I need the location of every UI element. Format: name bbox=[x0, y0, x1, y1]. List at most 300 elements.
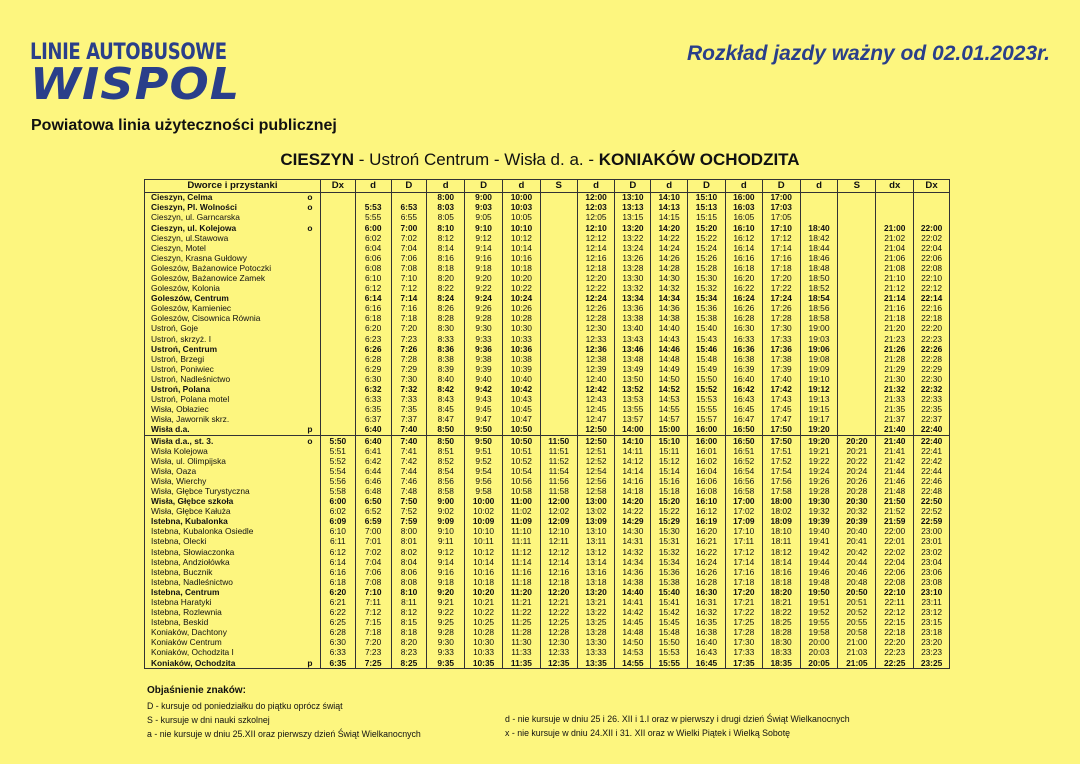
column-header: d bbox=[651, 180, 688, 193]
departure-time bbox=[914, 213, 950, 223]
departure-time: 16:00 bbox=[725, 193, 762, 204]
departure-time: 15:40 bbox=[688, 324, 726, 334]
stop-marker bbox=[300, 487, 320, 497]
departure-time: 22:25 bbox=[876, 658, 914, 669]
departure-time: 9:12 bbox=[465, 233, 503, 243]
departure-time: 12:18 bbox=[577, 264, 615, 274]
departure-time: 6:48 bbox=[355, 487, 391, 497]
departure-time: 6:42 bbox=[355, 456, 391, 466]
departure-time: 10:36 bbox=[502, 344, 540, 354]
departure-time: 17:28 bbox=[762, 314, 800, 324]
departure-time: 19:20 bbox=[800, 425, 838, 436]
stop-name: Wisła Kolejowa bbox=[145, 446, 300, 456]
departure-time: 11:30 bbox=[502, 638, 540, 648]
departure-time: 17:14 bbox=[762, 243, 800, 253]
departure-time: 17:30 bbox=[725, 638, 762, 648]
departure-time: 22:44 bbox=[914, 467, 950, 477]
departure-time: 14:18 bbox=[615, 487, 651, 497]
departure-time: 6:52 bbox=[355, 507, 391, 517]
departure-time: 18:09 bbox=[762, 517, 800, 527]
departure-time: 7:41 bbox=[391, 446, 427, 456]
departure-time bbox=[320, 375, 355, 385]
departure-time: 10:25 bbox=[465, 618, 503, 628]
departure-time: 14:45 bbox=[615, 618, 651, 628]
departure-time: 8:56 bbox=[427, 477, 465, 487]
departure-time: 9:51 bbox=[465, 446, 503, 456]
departure-time bbox=[838, 304, 876, 314]
departure-time: 9:10 bbox=[427, 527, 465, 537]
stop-name: Wisła d.a. bbox=[145, 425, 300, 436]
departure-time: 9:18 bbox=[427, 578, 465, 588]
departure-time: 9:45 bbox=[465, 405, 503, 415]
departure-time bbox=[320, 254, 355, 264]
departure-time: 16:31 bbox=[688, 598, 726, 608]
departure-time: 15:12 bbox=[651, 456, 688, 466]
departure-time: 13:40 bbox=[615, 324, 651, 334]
column-header: S bbox=[540, 180, 577, 193]
departure-time: 16:04 bbox=[688, 467, 726, 477]
departure-time: 16:51 bbox=[725, 446, 762, 456]
departure-time bbox=[838, 365, 876, 375]
departure-time: 17:38 bbox=[762, 355, 800, 365]
departure-time: 15:00 bbox=[651, 425, 688, 436]
departure-time: 15:24 bbox=[688, 243, 726, 253]
departure-time: 13:10 bbox=[615, 193, 651, 204]
departure-time: 13:53 bbox=[615, 395, 651, 405]
departure-time bbox=[320, 213, 355, 223]
departure-time: 14:32 bbox=[615, 547, 651, 557]
departure-time: 17:52 bbox=[762, 456, 800, 466]
stop-name: Ustroń, Centrum bbox=[145, 344, 300, 354]
departure-time: 20:41 bbox=[838, 537, 876, 547]
departure-time: 10:51 bbox=[502, 446, 540, 456]
departure-time bbox=[320, 425, 355, 436]
stop-marker bbox=[300, 365, 320, 375]
departure-time: 10:10 bbox=[465, 527, 503, 537]
departure-time: 11:14 bbox=[502, 557, 540, 567]
departure-time: 8:23 bbox=[391, 648, 427, 658]
departure-time: 14:46 bbox=[651, 344, 688, 354]
departure-time: 17:14 bbox=[725, 557, 762, 567]
departure-time: 21:42 bbox=[876, 456, 914, 466]
departure-time bbox=[876, 193, 914, 204]
departure-time: 17:58 bbox=[762, 487, 800, 497]
departure-time: 10:14 bbox=[465, 557, 503, 567]
stop-marker bbox=[300, 375, 320, 385]
stop-marker: o bbox=[300, 193, 320, 204]
departure-time: 15:36 bbox=[688, 304, 726, 314]
departure-time: 6:35 bbox=[355, 405, 391, 415]
departure-time: 12:02 bbox=[540, 507, 577, 517]
legend-x: x - nie kursuje w dniu 24.XII i 31. XII oraz w Wielki Piątek i Wielką Sobotę bbox=[505, 728, 791, 738]
departure-time: 20:22 bbox=[838, 456, 876, 466]
departure-time: 13:22 bbox=[615, 233, 651, 243]
stop-marker bbox=[300, 456, 320, 466]
departure-time: 8:43 bbox=[427, 395, 465, 405]
stop-name: Istebna, Rozlewnia bbox=[145, 608, 300, 618]
stop-marker bbox=[300, 243, 320, 253]
departure-time: 12:33 bbox=[540, 648, 577, 658]
departure-time bbox=[540, 254, 577, 264]
departure-time: 7:04 bbox=[391, 243, 427, 253]
departure-time: 6:32 bbox=[355, 385, 391, 395]
departure-time: 5:51 bbox=[320, 446, 355, 456]
departure-time bbox=[838, 294, 876, 304]
departure-time: 7:29 bbox=[391, 365, 427, 375]
stop-marker bbox=[300, 324, 320, 334]
departure-time: 14:11 bbox=[615, 446, 651, 456]
departure-time: 12:39 bbox=[577, 365, 615, 375]
departure-time: 8:03 bbox=[427, 203, 465, 213]
departure-time: 14:32 bbox=[651, 284, 688, 294]
departure-time: 8:18 bbox=[427, 264, 465, 274]
departure-time: 16:12 bbox=[688, 507, 726, 517]
departure-time bbox=[540, 284, 577, 294]
departure-time: 15:55 bbox=[651, 658, 688, 669]
departure-time: 12:20 bbox=[577, 274, 615, 284]
validity-date: Rozkład jazdy ważny od 02.01.2023r. bbox=[687, 42, 1050, 65]
departure-time: 22:02 bbox=[876, 547, 914, 557]
departure-time bbox=[320, 365, 355, 375]
departure-time: 15:41 bbox=[651, 598, 688, 608]
stop-marker bbox=[300, 284, 320, 294]
departure-time: 22:18 bbox=[914, 314, 950, 324]
stop-name: Koniaków, Ochodzita bbox=[145, 658, 300, 669]
departure-time: 15:30 bbox=[688, 274, 726, 284]
departure-time: 17:25 bbox=[725, 618, 762, 628]
departure-time: 12:54 bbox=[577, 467, 615, 477]
departure-time: 15:28 bbox=[688, 264, 726, 274]
departure-time: 17:56 bbox=[762, 477, 800, 487]
departure-time: 15:49 bbox=[688, 365, 726, 375]
departure-time: 7:06 bbox=[391, 254, 427, 264]
stop-marker bbox=[300, 557, 320, 567]
departure-time: 8:42 bbox=[427, 385, 465, 395]
departure-time: 8:05 bbox=[427, 213, 465, 223]
departure-time: 20:55 bbox=[838, 618, 876, 628]
departure-time: 12:16 bbox=[540, 567, 577, 577]
stop-name: Wisła, Głębce Turystyczna bbox=[145, 487, 300, 497]
departure-time: 8:54 bbox=[427, 467, 465, 477]
stop-name: Goleszów, Centrum bbox=[145, 294, 300, 304]
departure-time: 14:40 bbox=[651, 324, 688, 334]
departure-time: 21:35 bbox=[876, 405, 914, 415]
departure-time bbox=[320, 334, 355, 344]
departure-time: 17:00 bbox=[725, 497, 762, 507]
table-row bbox=[145, 436, 950, 447]
column-header: d bbox=[502, 180, 540, 193]
departure-time: 9:54 bbox=[465, 467, 503, 477]
departure-time: 13:12 bbox=[577, 547, 615, 557]
departure-time bbox=[320, 405, 355, 415]
legend-d: d - nie kursuje w dniu 25 i 26. XII i 1.I oraz w pierwszy i drugi dzień Świąt Wielkanocnych bbox=[505, 714, 850, 724]
departure-time: 13:52 bbox=[615, 385, 651, 395]
stop-name: Koniaków, Dachtony bbox=[145, 628, 300, 638]
departure-time: 22:50 bbox=[914, 497, 950, 507]
departure-time: 6:50 bbox=[355, 497, 391, 507]
table-row bbox=[145, 385, 950, 395]
departure-time: 7:02 bbox=[355, 547, 391, 557]
departure-time: 18:48 bbox=[800, 264, 838, 274]
departure-time: 10:24 bbox=[502, 294, 540, 304]
departure-time: 16:52 bbox=[725, 456, 762, 466]
departure-time: 15:20 bbox=[651, 497, 688, 507]
departure-time: 19:08 bbox=[800, 355, 838, 365]
departure-time: 16:00 bbox=[688, 425, 726, 436]
departure-time: 7:33 bbox=[391, 395, 427, 405]
departure-time: 9:14 bbox=[465, 243, 503, 253]
departure-time: 7:15 bbox=[355, 618, 391, 628]
departure-time: 17:02 bbox=[725, 507, 762, 517]
departure-time bbox=[320, 264, 355, 274]
column-header: d bbox=[355, 180, 391, 193]
departure-time: 16:54 bbox=[725, 467, 762, 477]
departure-time: 9:28 bbox=[427, 628, 465, 638]
departure-time: 19:10 bbox=[800, 375, 838, 385]
departure-time: 6:21 bbox=[320, 598, 355, 608]
table-row bbox=[145, 425, 950, 436]
departure-time bbox=[838, 405, 876, 415]
departure-time: 19:03 bbox=[800, 334, 838, 344]
stop-name: Cieszyn, ul. Kolejowa bbox=[145, 223, 300, 233]
departure-time: 8:50 bbox=[427, 425, 465, 436]
stop-marker bbox=[300, 628, 320, 638]
column-header: Dx bbox=[320, 180, 355, 193]
departure-time: 23:08 bbox=[914, 578, 950, 588]
departure-time: 6:55 bbox=[391, 213, 427, 223]
departure-time: 19:52 bbox=[800, 608, 838, 618]
departure-time: 6:02 bbox=[355, 233, 391, 243]
departure-time: 15:32 bbox=[651, 547, 688, 557]
departure-time: 7:40 bbox=[391, 425, 427, 436]
departure-time: 12:42 bbox=[577, 385, 615, 395]
departure-time: 8:25 bbox=[391, 658, 427, 669]
departure-time: 9:30 bbox=[427, 638, 465, 648]
departure-time: 20:58 bbox=[838, 628, 876, 638]
stop-marker bbox=[300, 314, 320, 324]
departure-time: 7:42 bbox=[391, 456, 427, 466]
departure-time: 16:32 bbox=[688, 608, 726, 618]
departure-time: 22:32 bbox=[914, 385, 950, 395]
stop-marker bbox=[300, 578, 320, 588]
departure-time: 10:58 bbox=[502, 487, 540, 497]
departure-time: 5:55 bbox=[355, 213, 391, 223]
departure-time: 14:50 bbox=[651, 375, 688, 385]
departure-time: 18:50 bbox=[800, 274, 838, 284]
departure-time: 14:57 bbox=[651, 415, 688, 425]
departure-time: 10:20 bbox=[465, 588, 503, 598]
departure-time: 19:24 bbox=[800, 467, 838, 477]
table-row bbox=[145, 547, 950, 557]
departure-time: 8:06 bbox=[391, 567, 427, 577]
departure-time: 16:50 bbox=[725, 436, 762, 447]
legend-a: a - nie kursuje w dniu 25.XII oraz pierwszy dzień Świąt Wielkanocnych bbox=[147, 729, 421, 739]
departure-time bbox=[838, 324, 876, 334]
stop-name: Cieszyn, ul. Garncarska bbox=[145, 213, 300, 223]
departure-time: 12:47 bbox=[577, 415, 615, 425]
departure-time: 20:39 bbox=[838, 517, 876, 527]
wispol-logo bbox=[30, 40, 270, 110]
departure-time bbox=[876, 213, 914, 223]
legend bbox=[147, 684, 421, 741]
departure-time: 22:41 bbox=[914, 446, 950, 456]
departure-time: 17:47 bbox=[762, 415, 800, 425]
departure-time: 21:08 bbox=[876, 264, 914, 274]
departure-time: 10:43 bbox=[502, 395, 540, 405]
departure-time bbox=[800, 203, 838, 213]
table-row bbox=[145, 456, 950, 466]
departure-time: 13:26 bbox=[615, 254, 651, 264]
departure-time: 15:10 bbox=[688, 193, 726, 204]
departure-time bbox=[320, 385, 355, 395]
departure-time: 9:05 bbox=[465, 213, 503, 223]
departure-time: 21:37 bbox=[876, 415, 914, 425]
departure-time: 14:48 bbox=[651, 355, 688, 365]
departure-time: 11:09 bbox=[502, 517, 540, 527]
departure-time: 9:50 bbox=[465, 436, 503, 447]
departure-time: 9:36 bbox=[465, 344, 503, 354]
departure-time bbox=[838, 264, 876, 274]
departure-time bbox=[838, 274, 876, 284]
departure-time: 21:30 bbox=[876, 375, 914, 385]
table-row bbox=[145, 284, 950, 294]
departure-time: 9:09 bbox=[427, 517, 465, 527]
departure-time: 22:10 bbox=[914, 274, 950, 284]
departure-time: 15:36 bbox=[651, 567, 688, 577]
departure-time: 19:51 bbox=[800, 598, 838, 608]
departure-time: 15:50 bbox=[688, 375, 726, 385]
departure-time: 21:14 bbox=[876, 294, 914, 304]
departure-time: 17:00 bbox=[762, 193, 800, 204]
timetable bbox=[144, 179, 950, 669]
departure-time: 23:01 bbox=[914, 537, 950, 547]
departure-time bbox=[838, 213, 876, 223]
departure-time: 11:28 bbox=[502, 628, 540, 638]
departure-time: 17:50 bbox=[762, 436, 800, 447]
departure-time: 13:21 bbox=[577, 598, 615, 608]
departure-time: 22:10 bbox=[876, 588, 914, 598]
departure-time: 9:38 bbox=[465, 355, 503, 365]
departure-time: 15:55 bbox=[688, 405, 726, 415]
stop-marker: p bbox=[300, 658, 320, 669]
departure-time: 10:33 bbox=[465, 648, 503, 658]
departure-time: 6:35 bbox=[320, 658, 355, 669]
departure-time: 21:40 bbox=[876, 425, 914, 436]
departure-time: 18:58 bbox=[800, 314, 838, 324]
departure-time: 7:23 bbox=[391, 334, 427, 344]
departure-time: 18:22 bbox=[762, 608, 800, 618]
departure-time: 21:52 bbox=[876, 507, 914, 517]
departure-time: 14:36 bbox=[615, 567, 651, 577]
departure-time: 6:20 bbox=[355, 324, 391, 334]
departure-time: 14:12 bbox=[615, 456, 651, 466]
departure-time: 21:48 bbox=[876, 487, 914, 497]
departure-time: 9:16 bbox=[427, 567, 465, 577]
departure-time: 19:48 bbox=[800, 578, 838, 588]
departure-time: 21:41 bbox=[876, 446, 914, 456]
departure-time: 22:40 bbox=[914, 425, 950, 436]
departure-time bbox=[838, 344, 876, 354]
table-row bbox=[145, 365, 950, 375]
departure-time bbox=[540, 324, 577, 334]
departure-time: 16:21 bbox=[688, 537, 726, 547]
departure-time: 17:09 bbox=[725, 517, 762, 527]
departure-time: 11:02 bbox=[502, 507, 540, 517]
departure-time: 16:20 bbox=[688, 527, 726, 537]
departure-time: 22:20 bbox=[914, 324, 950, 334]
table-row bbox=[145, 467, 950, 477]
departure-time: 8:20 bbox=[391, 638, 427, 648]
departure-time bbox=[540, 415, 577, 425]
departure-time: 8:01 bbox=[391, 537, 427, 547]
departure-time: 12:26 bbox=[577, 304, 615, 314]
departure-time: 13:38 bbox=[615, 314, 651, 324]
stop-name: Istebna, Kubalonka Osiedle bbox=[145, 527, 300, 537]
departure-time: 9:00 bbox=[427, 497, 465, 507]
departure-time: 22:01 bbox=[876, 537, 914, 547]
departure-time: 15:32 bbox=[688, 284, 726, 294]
departure-time: 16:58 bbox=[725, 487, 762, 497]
stop-name: Ustroń, Nadleśnictwo bbox=[145, 375, 300, 385]
stop-name: Koniaków, Ochodzita I bbox=[145, 648, 300, 658]
departure-time: 21:00 bbox=[876, 223, 914, 233]
route-end: KONIAKÓW OCHODZITA bbox=[598, 150, 800, 169]
departure-time bbox=[540, 405, 577, 415]
departure-time: 18:20 bbox=[762, 588, 800, 598]
departure-time: 15:38 bbox=[651, 578, 688, 588]
stop-marker bbox=[300, 446, 320, 456]
departure-time: 15:40 bbox=[651, 588, 688, 598]
departure-time: 13:30 bbox=[615, 274, 651, 284]
departure-time: 22:46 bbox=[914, 477, 950, 487]
departure-time: 10:12 bbox=[502, 233, 540, 243]
departure-time bbox=[540, 334, 577, 344]
departure-time: 11:20 bbox=[502, 588, 540, 598]
departure-time: 15:10 bbox=[651, 436, 688, 447]
departure-time bbox=[838, 334, 876, 344]
departure-time bbox=[876, 203, 914, 213]
departure-time: 10:52 bbox=[502, 456, 540, 466]
departure-time: 7:46 bbox=[391, 477, 427, 487]
departure-time: 10:35 bbox=[465, 658, 503, 669]
departure-time: 22:08 bbox=[876, 578, 914, 588]
departure-time: 17:10 bbox=[762, 223, 800, 233]
stop-marker bbox=[300, 517, 320, 527]
departure-time: 15:20 bbox=[688, 223, 726, 233]
departure-time: 9:25 bbox=[427, 618, 465, 628]
departure-time: 21:28 bbox=[876, 355, 914, 365]
departure-time: 22:52 bbox=[914, 507, 950, 517]
departure-time: 11:18 bbox=[502, 578, 540, 588]
table-row bbox=[145, 203, 950, 213]
departure-time: 12:00 bbox=[540, 497, 577, 507]
departure-time: 10:18 bbox=[502, 264, 540, 274]
logo-line-1: LINIE AUTOBUSOWE bbox=[30, 40, 227, 65]
departure-time: 19:32 bbox=[800, 507, 838, 517]
departure-time: 12:10 bbox=[577, 223, 615, 233]
departure-time: 13:33 bbox=[577, 648, 615, 658]
departure-time: 9:22 bbox=[465, 284, 503, 294]
subtitle: Powiatowa linia użyteczności publicznej bbox=[31, 117, 337, 134]
departure-time: 12:05 bbox=[577, 213, 615, 223]
departure-time: 13:50 bbox=[615, 375, 651, 385]
table-row bbox=[145, 628, 950, 638]
departure-time: 10:26 bbox=[502, 304, 540, 314]
departure-time: 11:12 bbox=[502, 547, 540, 557]
stop-name: Cieszyn, ul.Stawowa bbox=[145, 233, 300, 243]
column-header: D bbox=[615, 180, 651, 193]
departure-time: 13:46 bbox=[615, 344, 651, 354]
